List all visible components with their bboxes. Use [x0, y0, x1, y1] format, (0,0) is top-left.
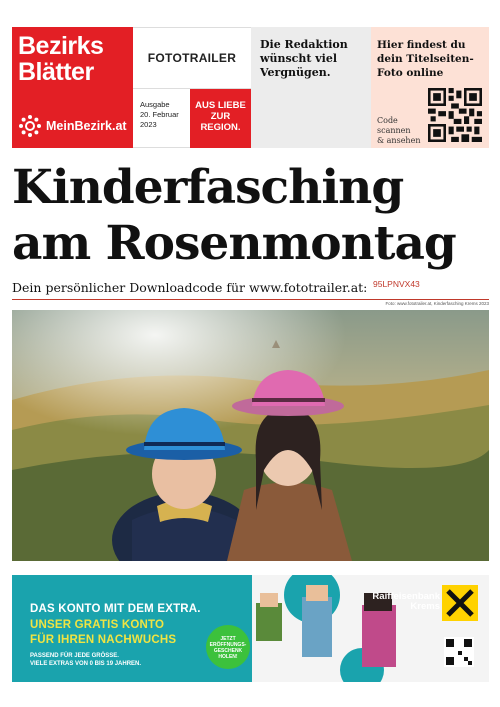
online-photo-line-2: dein Titelseiten- — [377, 53, 474, 65]
badge-line-1: JETZT — [220, 636, 236, 642]
region-slogan — [190, 89, 251, 148]
badge-line-3: GESCHENK — [213, 648, 243, 654]
title-line-1: Kinderfasching — [12, 160, 404, 215]
badge-line-4: HOLEN! — [218, 654, 238, 660]
page-title — [12, 160, 492, 272]
ad-headline-1: DAS KONTO MIT DEM EXTRA. — [30, 603, 201, 615]
scan-line-2: scannen — [377, 126, 411, 135]
cover-photo — [12, 310, 489, 561]
logo-line-2: Blätter — [18, 58, 94, 86]
region-line-2: ZUR — [210, 111, 231, 122]
logo-line-1: Bezirks — [18, 32, 104, 60]
bank-name — [360, 592, 440, 612]
online-photo-text — [377, 38, 487, 80]
ad-headline-3: FÜR IHREN NACHWUCHS — [30, 634, 177, 646]
online-photo-line-3: Foto online — [377, 67, 444, 79]
issue-info — [133, 89, 190, 148]
issue-date-line2: 2023 — [140, 120, 157, 129]
download-code: 95LPNVX43 — [373, 279, 420, 289]
bank-advertisement[interactable] — [12, 575, 489, 682]
bank-line-2: Krems — [410, 601, 440, 612]
download-text: Dein persönlicher Downloadcode für www.fototrailer.at: — [12, 280, 368, 295]
redaktion-note — [251, 27, 371, 148]
logo-sub — [18, 114, 127, 138]
title-line-2: am Rosenmontag — [12, 216, 456, 271]
qr-code-icon[interactable] — [428, 88, 482, 142]
scan-instructions — [377, 116, 420, 146]
region-line-1: AUS LIEBE — [195, 100, 246, 111]
redaktion-line-2: wünscht viel — [260, 52, 338, 65]
scan-line-3: & ansehen — [377, 136, 421, 145]
brand-logo-block — [12, 27, 133, 148]
logo-sub-text: MeinBezirk.at — [46, 119, 127, 133]
section-label: FOTOTRAILER — [133, 27, 251, 89]
issue-label: Ausgabe — [140, 100, 170, 109]
redaktion-line-3: Vergnügen. — [260, 66, 331, 79]
online-photo-line-1: Hier findest du — [377, 39, 466, 51]
issue-date-line1: 20. Februar — [140, 110, 179, 119]
scan-line-1: Code — [377, 116, 398, 125]
ad-headline-2: UNSER GRATIS KONTO — [30, 619, 165, 631]
online-photo-block — [371, 27, 489, 148]
ad-badge[interactable] — [206, 625, 250, 669]
redaktion-line-1: Die Redaktion — [260, 38, 348, 51]
divider — [12, 299, 489, 300]
ad-small-2: VIELE EXTRAS VON 0 BIS 19 JAHREN. — [30, 661, 142, 667]
photo-credit: Foto: www.fototrailer.at, Kinderfasching Krems 2023 — [385, 301, 489, 306]
sun-logo-icon — [18, 114, 42, 138]
bank-line-1: Raiffeisenbank — [372, 591, 440, 602]
badge-line-2: ERÖFFNUNGS- — [209, 642, 247, 648]
region-line-3: REGION. — [200, 122, 241, 133]
ad-small-1: PASSEND FÜR JEDE GRÖSSE. — [30, 653, 119, 659]
